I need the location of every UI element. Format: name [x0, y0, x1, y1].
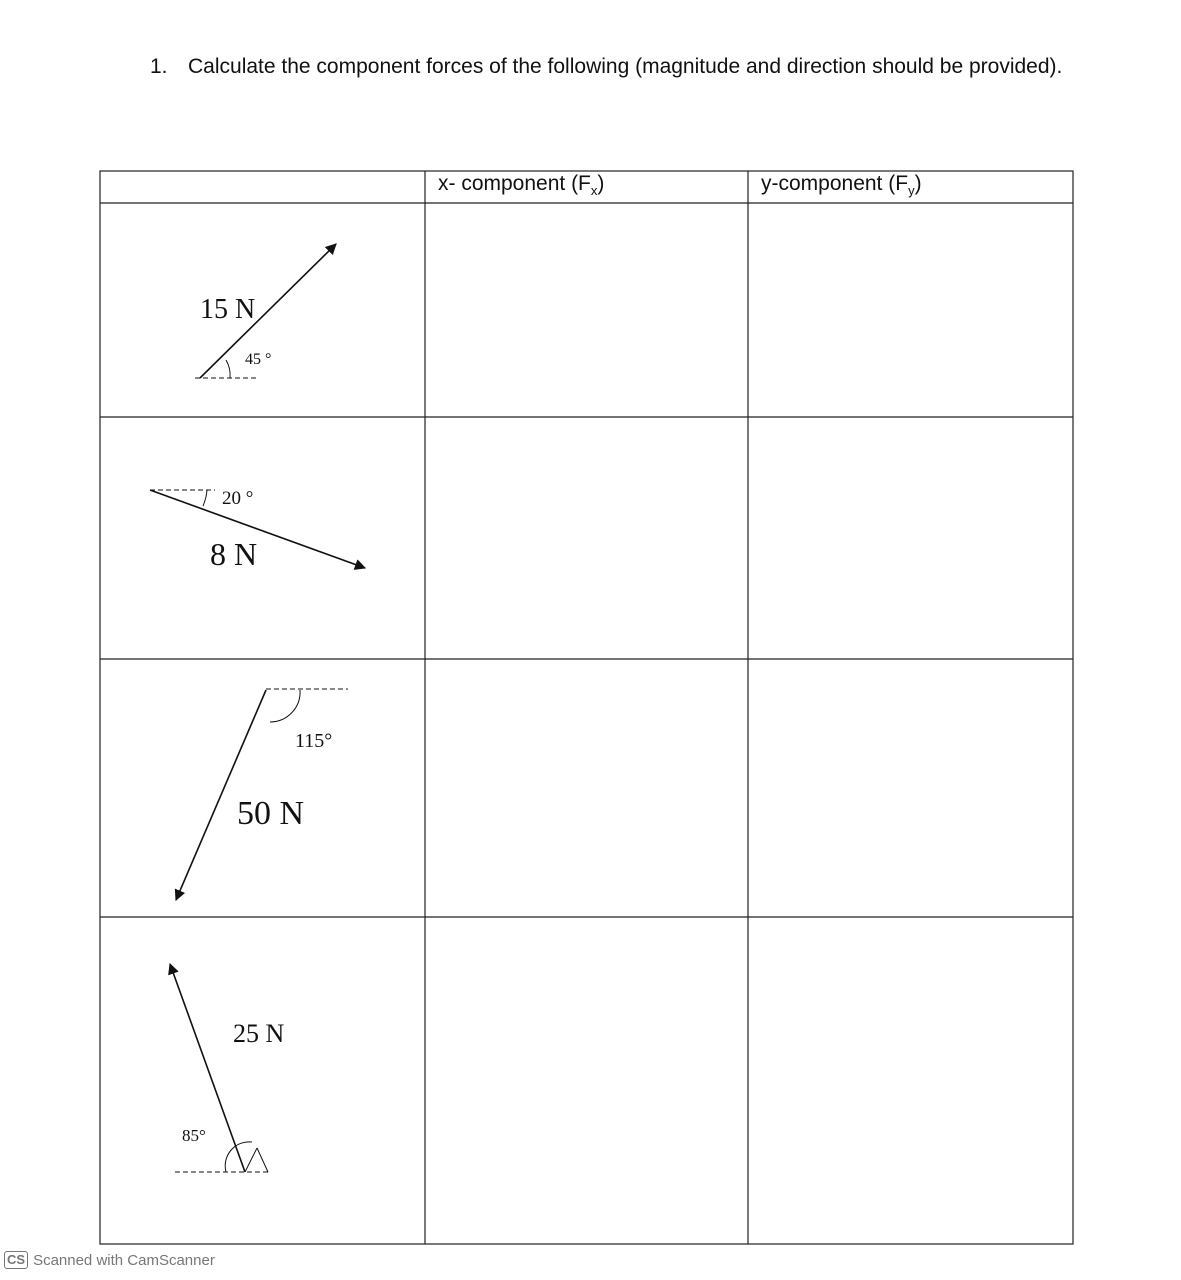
angle-label: 20 °	[222, 488, 254, 509]
header-y-component: y-component $(F_y)$	[761, 172, 922, 199]
scanner-badge: CS	[4, 1251, 28, 1269]
angle-arc	[226, 360, 230, 378]
angle-arc	[270, 690, 300, 722]
question-number: 1.	[150, 55, 168, 78]
angle-arc	[203, 490, 207, 506]
force-label: 15 N	[200, 294, 256, 325]
angle-label: 85°	[182, 1126, 206, 1145]
scanner-text: Scanned with CamScanner	[33, 1251, 215, 1269]
force-diagram-8n	[150, 490, 365, 568]
angle-label: 45 °	[245, 351, 272, 368]
force-label: 25 N	[233, 1019, 285, 1048]
angle-mark	[245, 1148, 257, 1172]
angle-arc	[225, 1142, 252, 1172]
force-arrow	[150, 490, 365, 568]
question-text: Calculate the component forces of the following (magnitude and direction should be provided).	[188, 55, 1063, 78]
header-x-component: x- component $(F_x)$	[438, 172, 605, 199]
angle-label: 115°	[295, 730, 333, 752]
force-label: 8 N	[210, 536, 258, 572]
force-label: 50 N	[237, 795, 305, 832]
scanner-watermark	[4, 1251, 215, 1269]
angle-mark	[257, 1148, 268, 1172]
